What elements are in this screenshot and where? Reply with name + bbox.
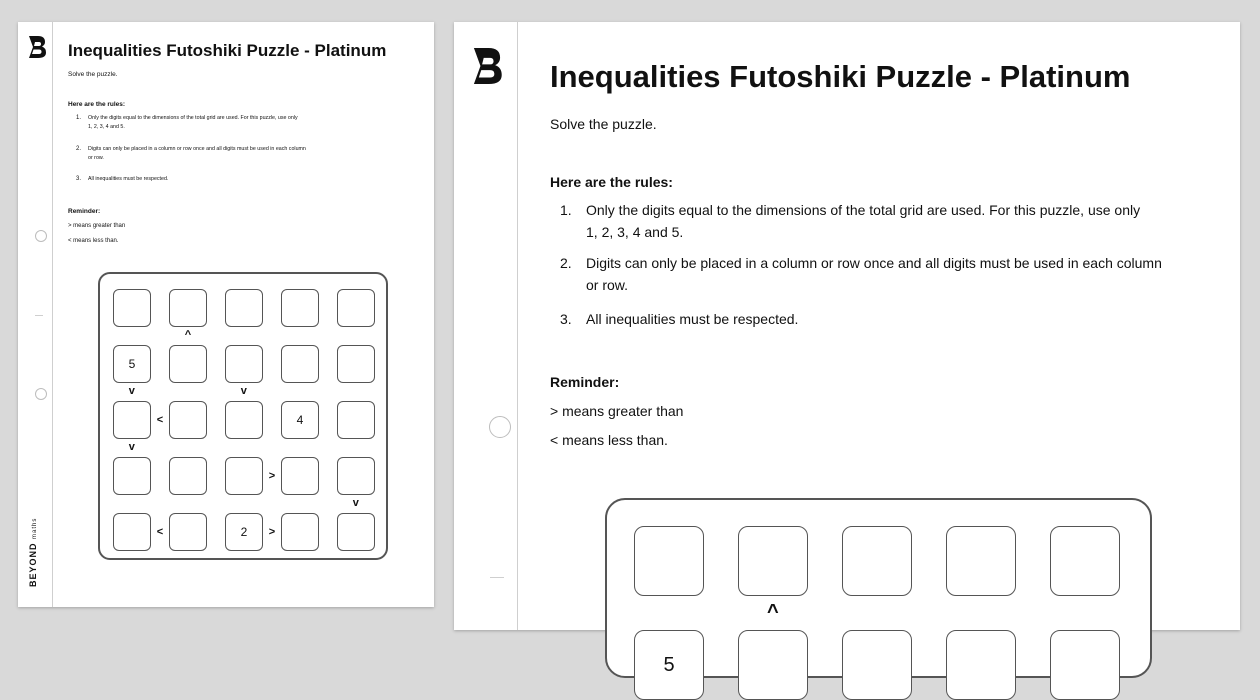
grid-cell[interactable] bbox=[337, 457, 375, 495]
reminder-line: < means less than. bbox=[68, 238, 119, 244]
grid-cell[interactable]: 4 bbox=[281, 401, 319, 439]
rule-number: 1. bbox=[76, 115, 82, 121]
rule-text: Digits can only be placed in a column or row once and all digits must be used in each column bbox=[586, 255, 1162, 271]
grid-cell[interactable]: 5 bbox=[113, 345, 151, 383]
worksheet-thumbnail bbox=[18, 22, 434, 607]
rule-number: 3. bbox=[560, 311, 572, 327]
inequality-sign: > bbox=[268, 469, 276, 482]
grid-cell[interactable] bbox=[946, 526, 1016, 596]
rule-text: Only the digits equal to the dimensions of the total grid are used. For this puzzle, use only bbox=[586, 202, 1141, 218]
brand-wordmark bbox=[28, 518, 38, 587]
rule-text: or row. bbox=[88, 155, 104, 161]
grid-cell[interactable] bbox=[169, 457, 207, 495]
punch-hole bbox=[489, 416, 511, 438]
inequality-sign: > bbox=[268, 525, 276, 538]
inequality-sign: v bbox=[352, 496, 359, 509]
inequality-sign: < bbox=[156, 413, 164, 426]
brand-logo-icon bbox=[26, 34, 48, 60]
grid-cell[interactable] bbox=[169, 401, 207, 439]
inequality-sign: v bbox=[128, 440, 135, 453]
rule-text: Only the digits equal to the dimensions of the total grid are used. For this puzzle, use only bbox=[88, 115, 298, 121]
grid-cell[interactable] bbox=[169, 345, 207, 383]
rules-heading: Here are the rules: bbox=[550, 174, 673, 190]
margin-dash bbox=[490, 577, 504, 578]
grid-cell[interactable] bbox=[281, 513, 319, 551]
grid-cell[interactable] bbox=[169, 289, 207, 327]
grid-cell[interactable] bbox=[337, 345, 375, 383]
rule-number: 2. bbox=[560, 255, 572, 271]
rule-text: 1, 2, 3, 4 and 5. bbox=[586, 224, 684, 240]
rule-text: or row. bbox=[586, 277, 629, 293]
grid-cell[interactable] bbox=[281, 457, 319, 495]
grid-cell[interactable]: 2 bbox=[225, 513, 263, 551]
grid-cell[interactable] bbox=[337, 401, 375, 439]
inequality-sign: ^ bbox=[184, 328, 192, 341]
reminder-line: > means greater than bbox=[68, 223, 126, 229]
grid-cell[interactable]: 5 bbox=[634, 630, 704, 700]
inequality-sign: v bbox=[240, 384, 247, 397]
reminder-heading: Reminder: bbox=[550, 374, 620, 390]
rule-text: All inequalities must be respected. bbox=[586, 311, 799, 327]
reminder-line: > means greater than bbox=[550, 403, 684, 419]
grid-cell[interactable] bbox=[1050, 630, 1120, 700]
grid-cell[interactable] bbox=[113, 457, 151, 495]
reminder-heading: Reminder: bbox=[68, 208, 101, 215]
grid-cell[interactable] bbox=[225, 345, 263, 383]
grid-cell[interactable] bbox=[337, 289, 375, 327]
rule-text: 1, 2, 3, 4 and 5. bbox=[88, 124, 125, 130]
instruction-text: Solve the puzzle. bbox=[550, 116, 657, 132]
rule-text: All inequalities must be respected. bbox=[88, 176, 169, 182]
puzzle-grid bbox=[605, 498, 1152, 678]
grid-cell[interactable] bbox=[738, 526, 808, 596]
brand-sub: maths bbox=[32, 517, 38, 539]
margin-line bbox=[52, 22, 53, 607]
grid-cell[interactable] bbox=[113, 513, 151, 551]
rules-heading: Here are the rules: bbox=[68, 101, 126, 108]
grid-cell[interactable] bbox=[225, 401, 263, 439]
grid-cell[interactable] bbox=[225, 457, 263, 495]
grid-cell[interactable] bbox=[281, 289, 319, 327]
margin-line bbox=[517, 22, 518, 630]
instruction-text: Solve the puzzle. bbox=[68, 71, 118, 78]
worksheet-zoomed bbox=[454, 22, 1240, 676]
inequality-sign: ^ bbox=[767, 601, 779, 623]
page-title: Inequalities Futoshiki Puzzle - Platinum bbox=[550, 59, 1131, 94]
inequality-sign: < bbox=[156, 525, 164, 538]
puzzle-grid bbox=[98, 272, 388, 560]
grid-cell[interactable] bbox=[738, 630, 808, 700]
rule-number: 2. bbox=[76, 146, 82, 152]
brand-name: BEYOND bbox=[28, 542, 38, 587]
grid-cell[interactable] bbox=[169, 513, 207, 551]
rule-number: 1. bbox=[560, 202, 572, 218]
brand-logo-icon bbox=[469, 44, 505, 88]
grid-cell[interactable] bbox=[1050, 526, 1120, 596]
reminder-line: < means less than. bbox=[550, 432, 668, 448]
margin-dash bbox=[35, 315, 43, 316]
punch-hole bbox=[35, 388, 47, 400]
grid-cell[interactable] bbox=[842, 630, 912, 700]
rule-number: 3. bbox=[76, 176, 82, 182]
grid-cell[interactable] bbox=[634, 526, 704, 596]
grid-cell[interactable] bbox=[946, 630, 1016, 700]
grid-cell[interactable] bbox=[113, 289, 151, 327]
grid-cell[interactable] bbox=[281, 345, 319, 383]
inequality-sign: v bbox=[128, 384, 135, 397]
grid-cell[interactable] bbox=[113, 401, 151, 439]
grid-cell[interactable] bbox=[842, 526, 912, 596]
page-title: Inequalities Futoshiki Puzzle - Platinum bbox=[68, 41, 387, 60]
grid-cell[interactable] bbox=[225, 289, 263, 327]
rule-text: Digits can only be placed in a column or row once and all digits must be used in each column bbox=[88, 146, 306, 152]
grid-cell[interactable] bbox=[337, 513, 375, 551]
punch-hole bbox=[35, 230, 47, 242]
